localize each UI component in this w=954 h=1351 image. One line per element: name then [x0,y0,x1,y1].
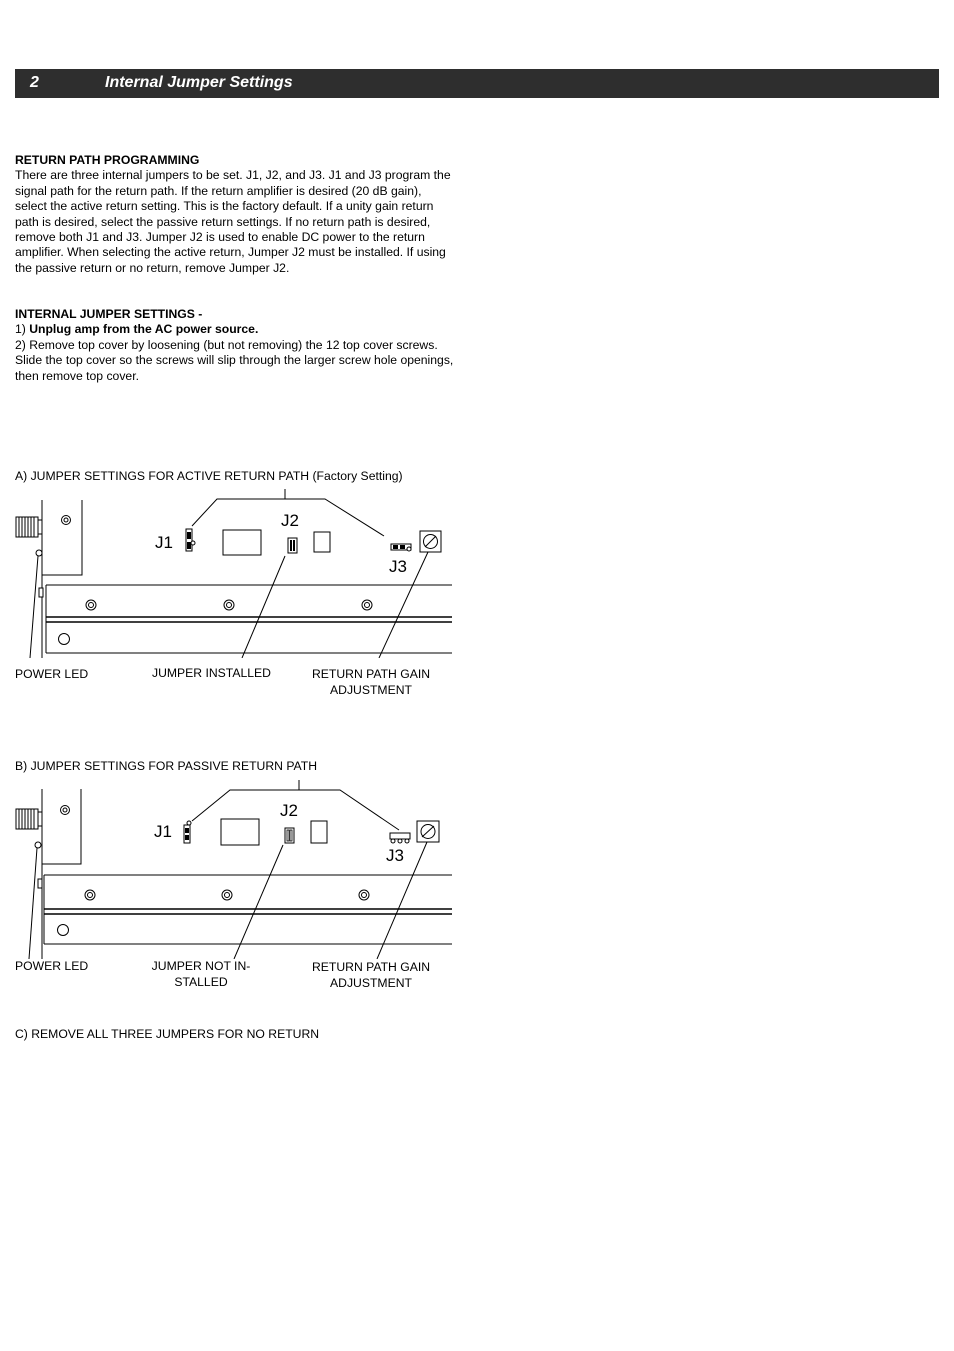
screw-icon [222,890,232,900]
figure-b-callout-gain-line-2: ADJUSTMENT [330,975,412,990]
rf-connector-icon [16,809,42,829]
return-path-heading: RETURN PATH PROGRAMMING [15,153,200,167]
screw-icon [85,890,95,900]
j3-label: J3 [389,557,407,576]
screw-icon [86,600,96,610]
screw-icon [62,516,71,525]
figure-a-callout-gain-line-2: ADJUSTMENT [330,682,412,697]
screw-icon [359,890,369,900]
j3-label: J3 [386,846,404,865]
figure-b-callout-jumper [140,959,262,990]
j2-label: J2 [280,801,298,820]
figure-a-caption: A) JUMPER SETTINGS FOR ACTIVE RETURN PATH (Factory Setting) [15,469,403,483]
rf-connector-icon [16,517,42,537]
screw-icon [61,806,70,815]
figure-b-caption: B) JUMPER SETTINGS FOR PASSIVE RETURN PATH [15,759,318,773]
figure-b-callout-jumper-line-2: STALLED [174,974,228,989]
figure-b-callout-gain [300,960,442,991]
step-1-text: Unplug amp from the AC power source. [29,322,259,337]
figure-a-callout-gain-line-1: RETURN PATH GAIN [311,667,431,681]
figure-a-callout-gain [300,667,442,698]
step-2: 2) Remove top cover by loosening (but not removing) the 12 top cover screws. Slide the top cover so the screws will slip through the larger screw hole openings, then remove top cover. [15,337,454,383]
power-led-icon [36,550,42,556]
figure-a-callout-power-led: POWER LED [15,667,89,681]
section-header-bar [15,69,939,98]
j2-jumper-installed-icon [288,538,297,553]
j3-jumper-icon [390,833,410,843]
figure-b-callout-gain-line-1: RETURN PATH GAIN [311,960,431,974]
figure-b-callout-power-led: POWER LED [15,959,89,973]
j1-jumper-icon [184,821,191,843]
section-title: Internal Jumper Settings [105,74,293,91]
figure-b-callout-jumper-line-1: JUMPER NOT IN- [151,959,251,973]
j2-jumper-not-installed-icon [285,828,294,843]
return-path-section [15,153,455,276]
figure-a-callout-jumper-installed: JUMPER INSTALLED [152,666,271,680]
j3-jumper-icon [391,544,411,551]
j1-label: J1 [154,822,172,841]
gain-potentiometer-icon [420,531,441,552]
jumper-settings-section [15,307,455,384]
section-number: 2 [30,74,39,91]
step-1-number: 1) [15,322,26,337]
screw-icon [362,600,372,610]
j1-jumper-icon [186,529,195,551]
j1-label: J1 [155,533,173,552]
figure-c-caption: C) REMOVE ALL THREE JUMPERS FOR NO RETURN [15,1027,320,1041]
power-led-icon [35,842,41,848]
figure-a-diagram [12,486,452,658]
jumper-settings-heading: INTERNAL JUMPER SETTINGS - [15,307,203,321]
figure-b-diagram [12,777,452,959]
j2-label: J2 [281,511,299,530]
screw-icon [224,600,234,610]
return-path-body: There are three internal jumpers to be set. J1, J2, and J3. J1 and J3 program the signal path for the return path. If the return amplifier is desired (20 dB gain), select the active return setting. This is the factory default. If a unity gain return path is desired, select the passive return settings. If no return path is desired, remove both J1 and J3. Jumper J2 is used to enable DC power to the return amplifier. When selecting the active return, Jumper J2 must be installed. If using the passive return or no return, remove Jumper J2. [15,168,451,275]
gain-potentiometer-icon [417,821,439,842]
step-1 [15,322,455,337]
